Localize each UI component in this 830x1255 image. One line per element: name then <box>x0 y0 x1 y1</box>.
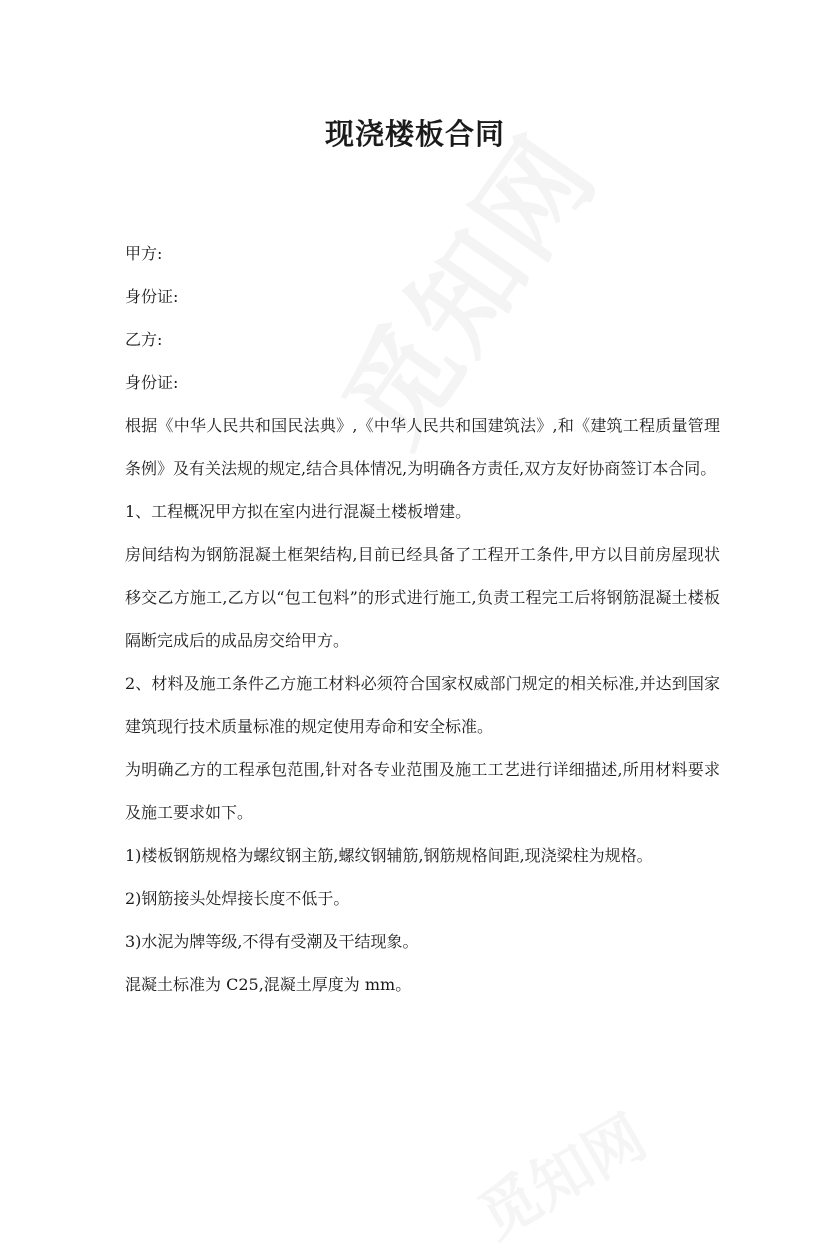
section-1-heading: 1、工程概况甲方拟在室内进行混凝土楼板增建。 <box>125 502 472 521</box>
party-b-id-line: 身份证: <box>125 373 179 392</box>
section-2-heading: 2、材料及施工条件乙方施工材料必须符合国家权威部门规定的相关标准,并达到国家建筑现行技术质量标准的规定使用寿命和安全标准。 <box>125 674 720 736</box>
party-b-line: 乙方: <box>125 330 163 349</box>
list-item-1: 1)楼板钢筋规格为螺纹钢主筋,螺纹钢辅筋,钢筋规格间距,现浇梁柱为规格。 <box>125 846 653 865</box>
section-2-paragraph: 为明确乙方的工程承包范围,针对各专业范围及施工工艺进行详细描述,所用材料要求及施工要求如下。 <box>125 760 720 822</box>
list-item-3: 3)水泥为牌等级,不得有受潮及干结现象。 <box>125 932 419 951</box>
preamble-paragraph: 根据《中华人民共和国民法典》,《中华人民共和国建筑法》,和《建筑工程质量管理条例》及有关法规的规定,结合具体情况,为明确各方责任,双方友好协商签订本合同。 <box>125 416 720 478</box>
section-1-paragraph: 房间结构为钢筋混凝土框架结构,目前已经具备了工程开工条件,甲方以目前房屋现状移交乙方施工,乙方以“包工包料”的形式进行施工,负责工程完工后将钢筋混凝土楼板隔断完成后的成品房交给甲方。 <box>125 545 720 650</box>
list-item-2: 2)钢筋接头处焊接长度不低于。 <box>125 889 350 908</box>
party-a-id-line: 身份证: <box>125 287 179 306</box>
watermark-bottom <box>461 1091 660 1255</box>
party-a-line: 甲方: <box>125 244 163 263</box>
concrete-standard-line: 混凝土标准为 C25,混凝土厚度为 mm。 <box>125 975 412 994</box>
document-title: 现浇楼板合同 <box>324 117 505 151</box>
document-body <box>125 232 720 1006</box>
